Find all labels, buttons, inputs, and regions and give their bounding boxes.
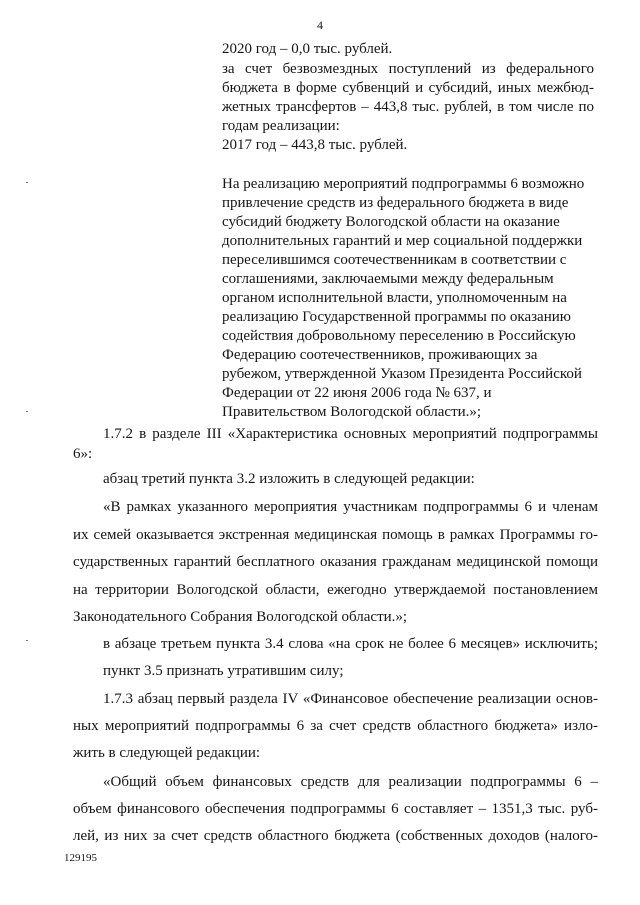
text-line: «В рамках указанного мероприятия участникам подпрограммы 6 и членам — [103, 499, 598, 515]
scan-mark — [26, 411, 28, 412]
text-line: жетных трансфертов – 443,8 тыс. рублей, в том числе по — [222, 99, 594, 115]
text-line: 2020 год – 0,0 тыс. рублей. — [222, 41, 393, 57]
text-line: на территории Вологодской области, ежегодно утверждаемой постановлением — [73, 582, 598, 598]
text-line: дополнительных гарантий и мер социальной поддержки — [222, 233, 583, 249]
text-line: 1.7.3 абзац первый раздела IV «Финансовое обеспечение реализации основ- — [103, 691, 598, 707]
text-line: бюджета в форме субвенций и субсидий, иных межбюд- — [222, 80, 594, 96]
text-line: На реализацию мероприятий подпрограммы 6 возможно — [222, 176, 585, 192]
text-line: Федерации от 22 июня 2006 года № 637, и — [222, 385, 492, 401]
text-line: 2017 год – 443,8 тыс. рублей. — [222, 137, 408, 153]
scan-mark — [26, 640, 28, 641]
text-line: ных мероприятий подпрограммы 6 за счет средств областного бюджета» изло- — [73, 718, 598, 734]
document-code: 129195 — [64, 852, 97, 864]
text-line: 6»: — [73, 446, 93, 462]
scan-mark — [26, 182, 28, 183]
text-line: содействия добровольному переселению в Российскую — [222, 328, 576, 344]
text-line: годам реализации: — [222, 118, 340, 134]
text-line: абзац третий пункта 3.2 изложить в следующей редакции: — [103, 471, 475, 487]
text-line: пункт 3.5 признать утратившим силу; — [103, 663, 344, 679]
text-line: их семей оказывается экстренная медицинская помощь в рамках Программы го- — [73, 527, 598, 543]
text-line: привлечение средств из федерального бюджета в виде — [222, 195, 569, 211]
page-number: 4 — [317, 18, 323, 32]
text-line: реализацию Государственной программы по оказанию — [222, 309, 571, 325]
text-line: объем финансового обеспечения подпрограммы 6 составляет – 1351,3 тыс. руб- — [73, 801, 598, 817]
text-line: сударственных гарантий бесплатного оказания гражданам медицинской помощи — [73, 554, 598, 570]
text-line: в абзаце третьем пункта 3.4 слова «на срок не более 6 месяцев» исключить; — [103, 636, 598, 652]
text-line: за счет безвозмездных поступлений из федерального — [222, 61, 594, 77]
text-line: Правительством Вологодской области.»; — [222, 404, 482, 420]
text-line: Федерацию соотечественников, проживающих за — [222, 347, 538, 363]
text-line: жить в следующей редакции: — [73, 745, 261, 761]
text-line: Законодательного Собрания Вологодской области.»; — [73, 609, 408, 625]
text-line: «Общий объем финансовых средств для реализации подпрограммы 6 – — [103, 774, 598, 790]
text-line: органом исполнительной власти, уполномоченным на — [222, 290, 567, 306]
text-line: 1.7.2 в разделе III «Характеристика основных мероприятий подпрограммы — [103, 426, 598, 442]
text-line: соглашениями, заключаемыми между федеральным — [222, 271, 554, 287]
text-line: рубежом, утвержденной Указом Президента Российской — [222, 366, 582, 382]
text-line: лей, из них за счет средств областного бюджета (собственных доходов (налого- — [73, 828, 598, 844]
text-line: субсидий бюджету Вологодской области на оказание — [222, 214, 560, 230]
text-line: переселившимся соотечественникам в соответствии с — [222, 252, 567, 268]
